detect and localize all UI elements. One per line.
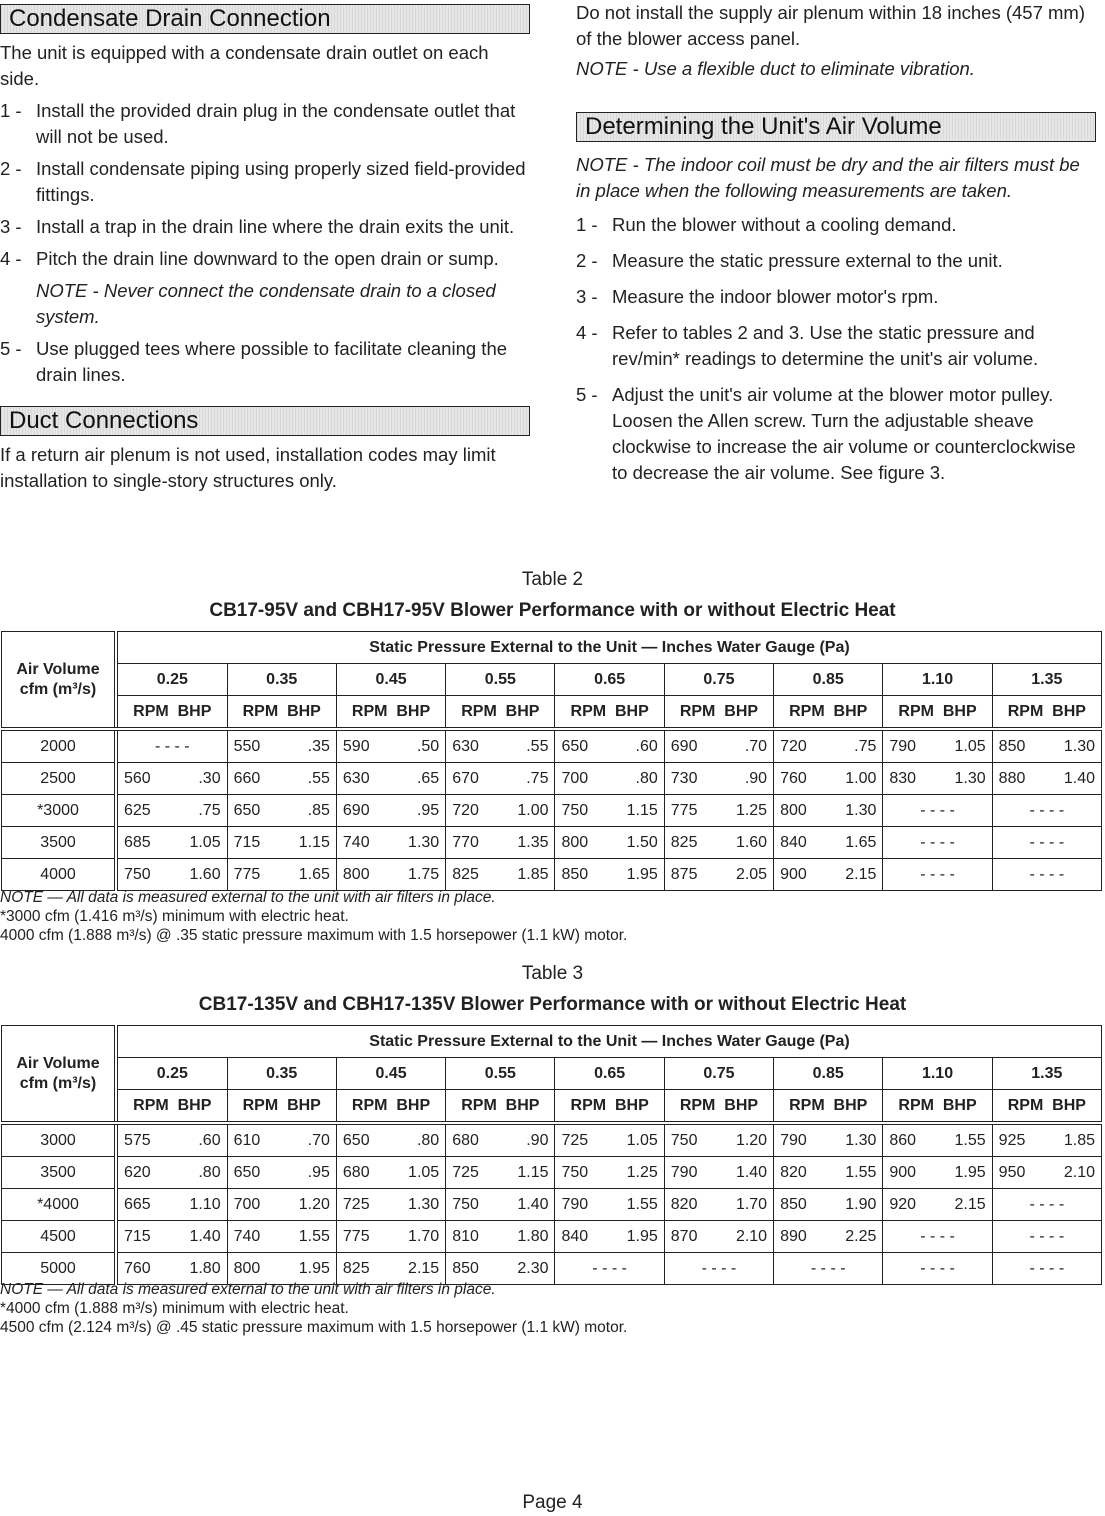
rpm-bhp-header: RPM BHP (336, 696, 445, 730)
table-cell: - - - - (664, 1253, 773, 1285)
table-cell: 725 1.05 (555, 1123, 664, 1157)
air-volume-steps (576, 212, 1096, 486)
table-cell: 800 1.75 (336, 859, 445, 891)
pressure-header: 0.75 (664, 1058, 773, 1090)
table-cell: - - - - (992, 1253, 1101, 1285)
rpm-bhp-header: RPM BHP (992, 696, 1101, 730)
pressure-header: 0.55 (446, 664, 555, 696)
table-cell: 850 1.90 (774, 1189, 883, 1221)
pressure-header: 0.65 (555, 1058, 664, 1090)
condensate-intro: The unit is equipped with a condensate drain outlet on each side. (0, 42, 489, 89)
pressure-header: 0.55 (446, 1058, 555, 1090)
air-volume-cell: 4000 (2, 859, 117, 891)
rpm-bhp-header: RPM BHP (446, 1090, 555, 1124)
air-volume-cell: *4000 (2, 1189, 117, 1221)
table-cell: 800 1.95 (227, 1253, 336, 1285)
table-row (2, 763, 1102, 795)
table-cell: - - - - (883, 1253, 992, 1285)
table-cell: 740 1.55 (227, 1221, 336, 1253)
table-row (2, 1123, 1102, 1157)
table-cell: 630 .55 (446, 729, 555, 763)
list-item: 2 - Measure the static pressure external to the unit. (576, 250, 1003, 271)
rpm-bhp-header: RPM BHP (227, 1090, 336, 1124)
table-row (2, 795, 1102, 827)
table-cell: 820 1.70 (664, 1189, 773, 1221)
rpm-bhp-header: RPM BHP (116, 696, 227, 730)
table-cell: 840 1.95 (555, 1221, 664, 1253)
rpm-bhp-header: RPM BHP (555, 1090, 664, 1124)
condensate-heading: Condensate Drain Connection (0, 4, 530, 34)
air-volume-cell: 5000 (2, 1253, 117, 1285)
air-volume-heading: Determining the Unit's Air Volume (576, 112, 1096, 142)
table-cell: 920 2.15 (883, 1189, 992, 1221)
pressure-header: 0.45 (336, 664, 445, 696)
table-cell: 840 1.65 (774, 827, 883, 859)
rpm-bhp-header: RPM BHP (555, 696, 664, 730)
table-cell: 560 .30 (116, 763, 227, 795)
condensate-steps (0, 98, 530, 388)
table-cell: 825 1.85 (446, 859, 555, 891)
air-volume-cell: 2500 (2, 763, 117, 795)
table-cell: 830 1.30 (883, 763, 992, 795)
table-2-title: CB17-95V and CBH17-95V Blower Performance with or without Electric Heat (209, 600, 896, 621)
table-2 (1, 631, 1102, 891)
table-cell: 800 1.50 (555, 827, 664, 859)
pressure-header: 1.35 (992, 1058, 1101, 1090)
pressure-header: 0.35 (227, 664, 336, 696)
duct-heading: Duct Connections (0, 406, 530, 436)
rpm-bhp-header: RPM BHP (992, 1090, 1101, 1124)
table-cell: 685 1.05 (116, 827, 227, 859)
table-3-notes: NOTE — All data is measured external to the unit with air filters in place. *4000 cfm (1.888 m³/s) minimum with electric heat. 4500 cfm (2.124 m³/s) @ .45 static pressure maximum with 1.5 horsepower (1.1 kW) motor. (0, 1281, 628, 1336)
pressure-header: 0.65 (555, 664, 664, 696)
table-cell: 925 1.85 (992, 1123, 1101, 1157)
table-cell: 620 .80 (116, 1157, 227, 1189)
table-cell: 630 .65 (336, 763, 445, 795)
table-cell: 650 .85 (227, 795, 336, 827)
rpm-bhp-header: RPM BHP (883, 1090, 992, 1124)
pressure-header: 0.25 (116, 1058, 227, 1090)
table-cell: 790 1.30 (774, 1123, 883, 1157)
table-row (2, 827, 1102, 859)
supply-text: Do not install the supply air plenum within 18 inches (457 mm) of the blower access panel. (576, 2, 1085, 49)
static-pressure-header: Static Pressure External to the Unit — Inches Water Gauge (Pa) (116, 1026, 1102, 1058)
table-cell: 760 1.80 (116, 1253, 227, 1285)
table-cell: 790 1.40 (664, 1157, 773, 1189)
table-cell: 760 1.00 (774, 763, 883, 795)
table-cell: 660 .55 (227, 763, 336, 795)
rpm-bhp-header: RPM BHP (664, 1090, 773, 1124)
table-cell: 730 .90 (664, 763, 773, 795)
table-cell: 625 .75 (116, 795, 227, 827)
table-cell: 610 .70 (227, 1123, 336, 1157)
air-volume-cell: 3500 (2, 827, 117, 859)
table-cell: 775 1.65 (227, 859, 336, 891)
list-item: 5 - Adjust the unit's air volume at the blower motor pulley. Loosen the Allen screw. Turn the adjustable sheave clockwise to increase the air volume or counterclockwise to decrease the air volume. See figure 3. (576, 384, 1076, 483)
table-cell: 850 2.30 (446, 1253, 555, 1285)
rpm-bhp-header: RPM BHP (774, 1090, 883, 1124)
table-cell: 715 1.15 (227, 827, 336, 859)
table-cell: - - - - (883, 795, 992, 827)
pressure-header: 0.35 (227, 1058, 336, 1090)
table-3-label: Table 3 (521, 963, 584, 984)
table-cell: 800 1.30 (774, 795, 883, 827)
table-cell: 810 1.80 (446, 1221, 555, 1253)
table-cell: 790 1.55 (555, 1189, 664, 1221)
table-row (2, 859, 1102, 891)
pressure-header: 0.75 (664, 664, 773, 696)
table-cell: 750 1.40 (446, 1189, 555, 1221)
air-volume-header: Air Volume cfm (m³/s) (2, 1026, 117, 1124)
table-cell: 750 1.60 (116, 859, 227, 891)
table-cell: 850 1.30 (992, 729, 1101, 763)
rpm-bhp-header: RPM BHP (664, 696, 773, 730)
pressure-header: 0.85 (774, 1058, 883, 1090)
rpm-bhp-header: RPM BHP (883, 696, 992, 730)
table-cell: 870 2.10 (664, 1221, 773, 1253)
page-number: Page 4 (522, 1492, 583, 1513)
pressure-header: 1.35 (992, 664, 1101, 696)
table-cell: 650 .60 (555, 729, 664, 763)
table-cell: 775 1.70 (336, 1221, 445, 1253)
right-column (576, 0, 1096, 486)
list-item: 2 - Install condensate piping using properly sized field-provided fittings. (0, 158, 526, 205)
table-cell: 750 1.20 (664, 1123, 773, 1157)
table-cell: 880 1.40 (992, 763, 1101, 795)
table-cell: - - - - (555, 1253, 664, 1285)
table-cell: 720 1.00 (446, 795, 555, 827)
table-2-label: Table 2 (521, 569, 584, 590)
pressure-header: 1.10 (883, 664, 992, 696)
pressure-header: 1.10 (883, 1058, 992, 1090)
rpm-bhp-header: RPM BHP (446, 696, 555, 730)
table-cell: 725 1.15 (446, 1157, 555, 1189)
pressure-header: 0.85 (774, 664, 883, 696)
table-cell: 750 1.25 (555, 1157, 664, 1189)
table-3 (1, 1025, 1102, 1285)
table-cell: 770 1.35 (446, 827, 555, 859)
table-cell: 700 .80 (555, 763, 664, 795)
air-volume-cell: *3000 (2, 795, 117, 827)
table-cell: - - - - (883, 1221, 992, 1253)
table-row (2, 1157, 1102, 1189)
list-item: 4 - Pitch the drain line downward to the open drain or sump. (0, 248, 499, 269)
table-cell: - - - - (774, 1253, 883, 1285)
list-item: 3 - Measure the indoor blower motor's rpm. (576, 286, 939, 307)
table-cell: 590 .50 (336, 729, 445, 763)
table-cell: 750 1.15 (555, 795, 664, 827)
table-cell: 550 .35 (227, 729, 336, 763)
table-cell: 900 2.15 (774, 859, 883, 891)
table-cell: 820 1.55 (774, 1157, 883, 1189)
air-volume-cell: 3500 (2, 1157, 117, 1189)
table-cell: 680 .90 (446, 1123, 555, 1157)
table-cell: - - - - (883, 859, 992, 891)
table-cell: - - - - (116, 729, 227, 763)
condensate-note: NOTE - Never connect the condensate drain to a closed system. (36, 280, 496, 327)
table-cell: 890 2.25 (774, 1221, 883, 1253)
air-volume-cell: 2000 (2, 729, 117, 763)
table-cell: 650 .80 (336, 1123, 445, 1157)
table-cell: - - - - (883, 827, 992, 859)
rpm-bhp-header: RPM BHP (774, 696, 883, 730)
air-volume-header: Air Volume cfm (m³/s) (2, 632, 117, 730)
table-cell: 670 .75 (446, 763, 555, 795)
duct-text: If a return air plenum is not used, installation codes may limit installation to single-story structures only. (0, 444, 496, 491)
list-item: 3 - Install a trap in the drain line where the drain exits the unit. (0, 216, 515, 237)
air-volume-cell: 3000 (2, 1123, 117, 1157)
air-volume-note: NOTE - The indoor coil must be dry and the air filters must be in place when the following measurements are taken. (576, 154, 1080, 201)
table-row (2, 729, 1102, 763)
table-cell: - - - - (992, 1221, 1101, 1253)
table-cell: 690 .95 (336, 795, 445, 827)
pressure-header: 0.25 (116, 664, 227, 696)
table-cell: 665 1.10 (116, 1189, 227, 1221)
table-cell: 700 1.20 (227, 1189, 336, 1221)
table-row (2, 1221, 1102, 1253)
supply-note: NOTE - Use a flexible duct to eliminate vibration. (576, 58, 975, 79)
table-cell: 725 1.30 (336, 1189, 445, 1221)
list-item: 5 - Use plugged tees where possible to facilitate cleaning the drain lines. (0, 338, 508, 385)
table-cell: 680 1.05 (336, 1157, 445, 1189)
table-cell: 575 .60 (116, 1123, 227, 1157)
list-item: 1 - Install the provided drain plug in the condensate outlet that will not be used. (0, 100, 516, 147)
table-cell: 825 1.60 (664, 827, 773, 859)
left-column (0, 0, 530, 494)
table-cell: 775 1.25 (664, 795, 773, 827)
rpm-bhp-header: RPM BHP (336, 1090, 445, 1124)
table-cell: - - - - (992, 1189, 1101, 1221)
table-cell: 690 .70 (664, 729, 773, 763)
table-cell: 720 .75 (774, 729, 883, 763)
table-row (2, 1189, 1102, 1221)
table-cell: - - - - (992, 795, 1101, 827)
rpm-bhp-header: RPM BHP (227, 696, 336, 730)
table-cell: 650 .95 (227, 1157, 336, 1189)
air-volume-cell: 4500 (2, 1221, 117, 1253)
table-3-title: CB17-135V and CBH17-135V Blower Performance with or without Electric Heat (198, 994, 907, 1015)
table-cell: 850 1.95 (555, 859, 664, 891)
table-cell: - - - - (992, 827, 1101, 859)
list-item: 4 - Refer to tables 2 and 3. Use the static pressure and rev/min* readings to determine the unit's air volume. (576, 322, 1039, 369)
list-item: 1 - Run the blower without a cooling demand. (576, 214, 957, 235)
table-cell: 715 1.40 (116, 1221, 227, 1253)
table-cell: 790 1.05 (883, 729, 992, 763)
table-cell: 900 1.95 (883, 1157, 992, 1189)
static-pressure-header: Static Pressure External to the Unit — Inches Water Gauge (Pa) (116, 632, 1102, 664)
pressure-header: 0.45 (336, 1058, 445, 1090)
table-cell: 875 2.05 (664, 859, 773, 891)
table-cell: 950 2.10 (992, 1157, 1101, 1189)
rpm-bhp-header: RPM BHP (116, 1090, 227, 1124)
table-2-notes: NOTE — All data is measured external to the unit with air filters in place. *3000 cfm (1.416 m³/s) minimum with electric heat. 4000 cfm (1.888 m³/s) @ .35 static pressure maximum with 1.5 horsepower (1.1 kW) motor. (0, 889, 628, 944)
table-cell: 740 1.30 (336, 827, 445, 859)
table-cell: - - - - (992, 859, 1101, 891)
table-cell: 825 2.15 (336, 1253, 445, 1285)
table-cell: 860 1.55 (883, 1123, 992, 1157)
